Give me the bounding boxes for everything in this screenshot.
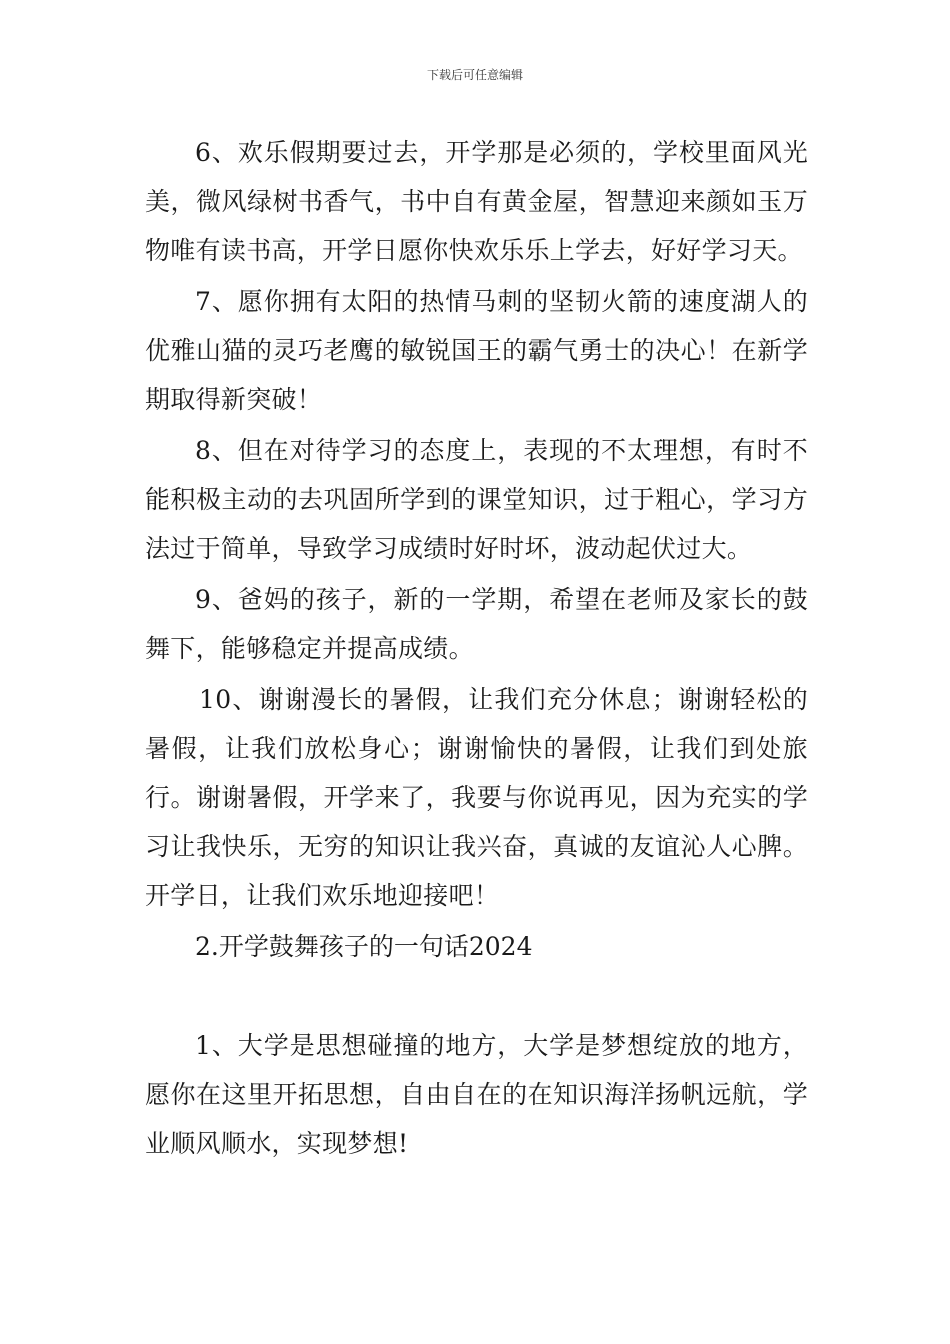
paragraph-9: 9、爸妈的孩子，新的一学期，希望在老师及家长的鼓舞下，能够稳定并提高成绩。 xyxy=(145,585,808,663)
paragraph-7: 7、愿你拥有太阳的热情马刺的坚韧火箭的速度湖人的优雅山猫的灵巧老鹰的敏锐国王的霸气勇士的决心！在新学期取得新突破！ xyxy=(145,287,808,414)
paragraph-10: 10、谢谢漫长的暑假，让我们充分休息；谢谢轻松的暑假，让我们放松身心；谢谢愉快的暑假，让我们到处旅行。谢谢暑假，开学来了，我要与你说再见，因为充实的学习让我快乐，无穷的知识让我兴奋，真诚的友谊沁人心脾。开学日，让我们欢乐地迎接吧！ xyxy=(145,685,808,910)
paragraph-2-1: 1、大学是思想碰撞的地方，大学是梦想绽放的地方，愿你在这里开拓思想，自由自在的在知识海洋扬帆远航，学业顺风顺水，实现梦想! xyxy=(145,1031,808,1158)
section-title: 2.开学鼓舞孩子的一句话2024 xyxy=(195,932,533,961)
paragraph-8: 8、但在对待学习的态度上，表现的不太理想，有时不能积极主动的去巩固所学到的课堂知识，过于粗心，学习方法过于简单，导致学习成绩时好时坏，波动起伏过大。 xyxy=(145,436,808,563)
page-header-note: 下载后可任意编辑 xyxy=(426,68,523,82)
paragraph-6: 6、欢乐假期要过去，开学那是必须的，学校里面风光美，微风绿树书香气，书中自有黄金屋，智慧迎来颜如玉万物唯有读书高，开学日愿你快欢乐乐上学去，好好学习天。 xyxy=(145,138,808,265)
section-spacer xyxy=(145,971,808,1021)
document-body xyxy=(145,128,808,1168)
